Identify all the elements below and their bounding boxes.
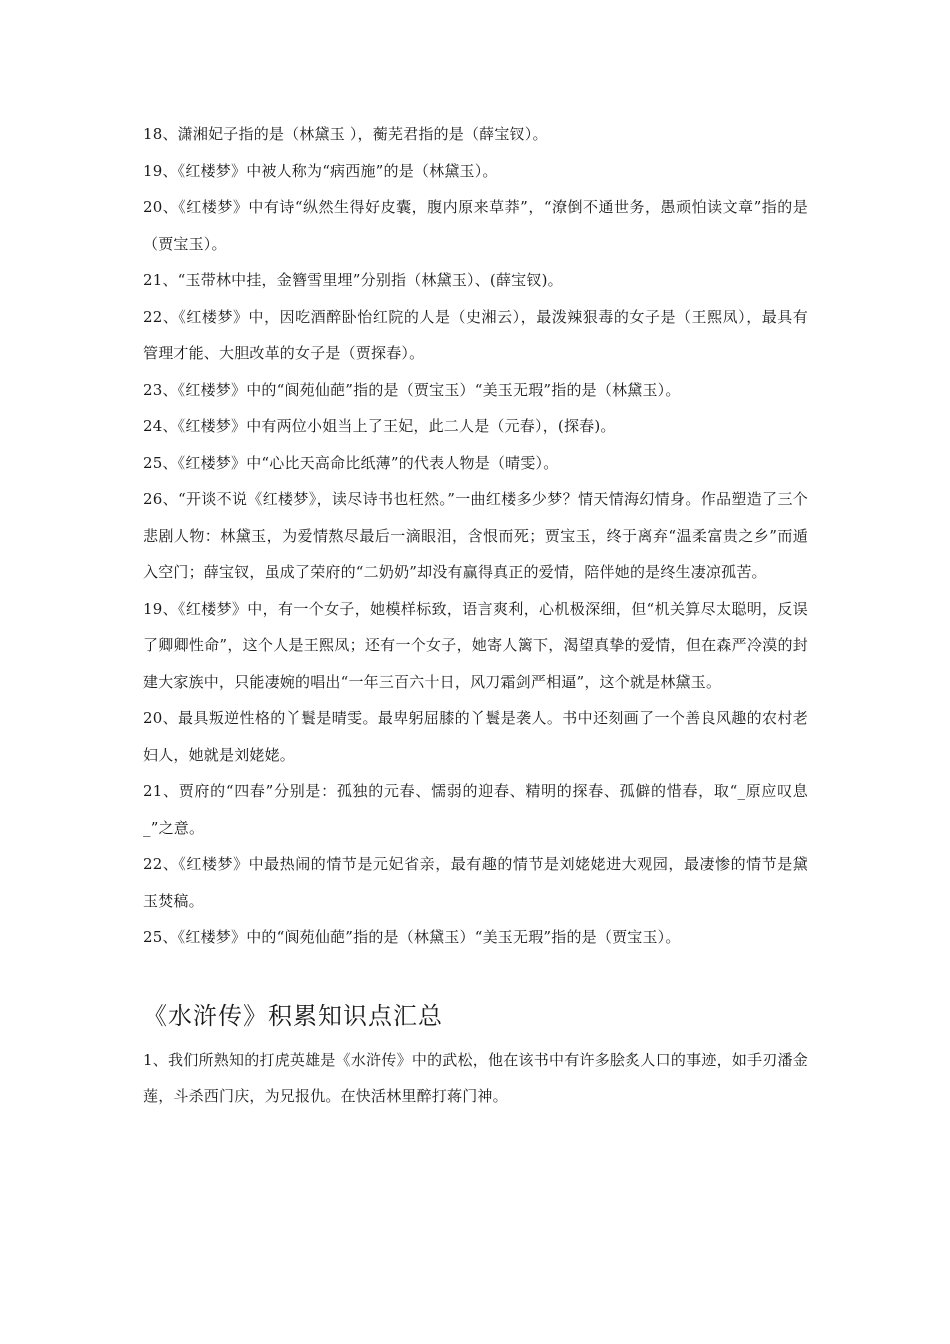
section-heading: 《水浒传》积累知识点汇总 xyxy=(143,1001,443,1030)
paragraph: 19、《红楼梦》中，有一个女子，她模样标致，语言爽利，心机极深细，但“机关算尽太聪明，反误了卿卿性命”，这个人是王熙凤；还有一个女子，她寄人篱下，渴望真挚的爱情，但在森严冷漠的封建大家族中，只能凄婉的唱出“一年三百六十日，风刀霜剑严相逼”，这个就是林黛玉。 xyxy=(143,599,808,691)
paragraph: 21、“玉带林中挂，金簪雪里埋”分别指（林黛玉）、(薛宝钗)。 xyxy=(143,271,563,289)
paragraph: 18、潇湘妃子指的是（林黛玉 ），蘅芜君指的是（薛宝钗）。 xyxy=(143,125,548,143)
paragraph: 24、《红楼梦》中有两位小姐当上了王妃，此二人是（元春），(探春)。 xyxy=(143,417,616,435)
paragraph: 22、《红楼梦》中，因吃酒醉卧怡红院的人是（史湘云），最泼辣狠毒的女子是（王熙凤），最具有管理才能、大胆改革的女子是（贾探春）。 xyxy=(143,307,808,362)
paragraph: 26、“开谈不说《红楼梦》，读尽诗书也枉然。”一曲红楼多少梦？情天情海幻情身。作品塑造了三个悲剧人物：林黛玉，为爱情熬尽最后一滴眼泪，含恨而死；贾宝玉，终于离弃“温柔富贵之乡”而遁入空门；薛宝钗，虽成了荣府的“二奶奶”却没有赢得真正的爱情，陪伴她的是终生凄凉孤苦。 xyxy=(143,490,808,581)
paragraph: 22、《红楼梦》中最热闹的情节是元妃省亲，最有趣的情节是刘姥姥进大观园，最凄惨的情节是黛玉焚稿。 xyxy=(143,855,808,910)
paragraph: 25、《红楼梦》中“心比天高命比纸薄”的代表人物是（晴雯）。 xyxy=(143,453,559,472)
paragraph: 19、《红楼梦》中被人称为“病西施”的是（林黛玉）。 xyxy=(143,161,498,180)
paragraph: 25、《红楼梦》中的“阆苑仙葩”指的是（林黛玉）“美玉无瑕”指的是（贾宝玉）。 xyxy=(143,928,681,946)
paragraph: 23、《红楼梦》中的“阆苑仙葩”指的是（贾宝玉）“美玉无瑕”指的是（林黛玉）。 xyxy=(143,380,681,399)
paragraph: 21、贾府的“四春”分别是：孤独的元春、懦弱的迎春、精明的探春、孤僻的惜春，取“_原应叹息_”之意。 xyxy=(143,782,808,837)
paragraph: 1、我们所熟知的打虎英雄是《水浒传》中的武松，他在该书中有许多脍炙人口的事迹，如手刃潘金莲，斗杀西门庆，为兄报仇。在快活林里醉打蒋门神。 xyxy=(143,1050,808,1105)
paragraph: 20、最具叛逆性格的丫鬟是晴雯。最卑躬屈膝的丫鬟是袭人。书中还刻画了一个善良风趣的农村老妇人，她就是刘姥姥。 xyxy=(143,709,808,764)
paragraph: 20、《红楼梦》中有诗“纵然生得好皮囊，腹内原来草莽”，“潦倒不通世务，愚顽怕读文章”指的是（贾宝玉）。 xyxy=(143,198,808,253)
document-body xyxy=(143,116,808,1115)
